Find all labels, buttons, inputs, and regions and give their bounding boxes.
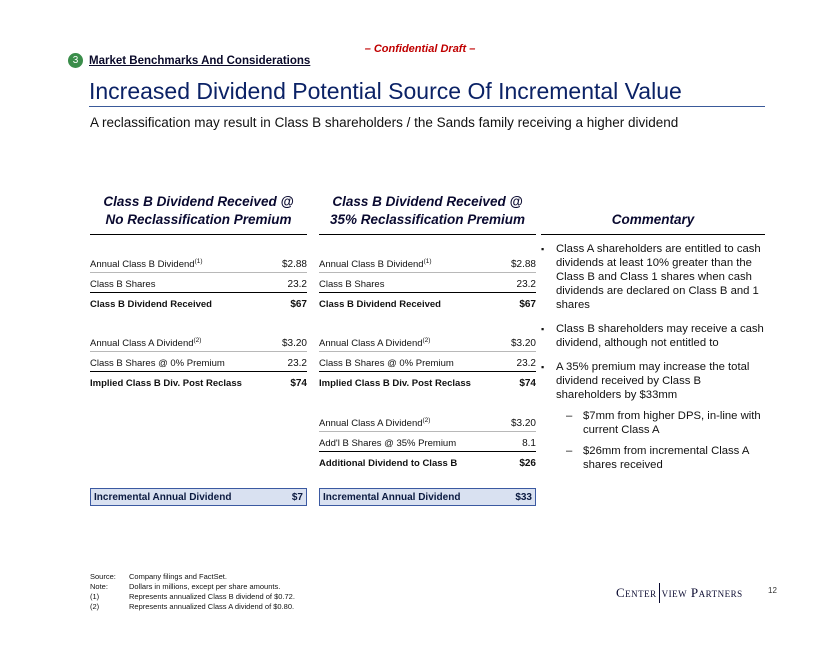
table-row bbox=[319, 409, 536, 429]
footnote-ref: (1) bbox=[423, 257, 432, 265]
row-value: $74 bbox=[290, 378, 307, 389]
row-label-text: Annual Class A Dividend bbox=[319, 338, 423, 349]
row-value: $26 bbox=[519, 458, 536, 469]
footnote-ref: (2) bbox=[193, 336, 202, 344]
row-label: Implied Class B Div. Post Reclass bbox=[319, 378, 471, 389]
footnote-ref: (2) bbox=[422, 336, 431, 344]
row-label: Add'l B Shares @ 35% Premium bbox=[319, 438, 457, 449]
table-row bbox=[319, 290, 536, 310]
col1-header-line1: Class B Dividend Received @ bbox=[103, 194, 294, 209]
row-label: Class B Shares @ 0% Premium bbox=[319, 358, 454, 369]
footnote bbox=[90, 572, 295, 582]
table-row bbox=[319, 369, 536, 389]
page-title: Increased Dividend Potential Source Of Incremental Value bbox=[89, 78, 682, 104]
commentary-header bbox=[541, 211, 765, 229]
row-label: Class B Shares bbox=[319, 279, 385, 290]
section-header bbox=[68, 53, 310, 68]
footnote-key: (2) bbox=[90, 602, 100, 611]
title-divider bbox=[89, 106, 765, 107]
incremental-dividend-box bbox=[90, 488, 307, 506]
table-row bbox=[90, 250, 307, 270]
commentary-bullet: ▪ Class B shareholders may receive a cash dividend, although not entitled to bbox=[541, 322, 765, 350]
table-row bbox=[319, 270, 536, 290]
row-value: 8.1 bbox=[522, 438, 536, 449]
footnote-ref: (2) bbox=[422, 416, 431, 424]
row-label bbox=[319, 417, 430, 429]
table-row bbox=[90, 329, 307, 349]
table-row bbox=[90, 290, 307, 310]
incremental-dividend-box bbox=[319, 488, 536, 506]
page-subtitle: A reclassification may result in Class B shareholders / the Sands family receiving a higher dividend bbox=[90, 115, 679, 130]
col1-header-line2: No Reclassification Premium bbox=[105, 212, 292, 227]
row-value: $67 bbox=[290, 299, 307, 310]
row-value: 23.2 bbox=[287, 279, 307, 290]
row-value: 23.2 bbox=[516, 358, 536, 369]
row-value: $3.20 bbox=[510, 418, 536, 429]
incremental-value: $7 bbox=[291, 491, 303, 503]
row-value: 23.2 bbox=[287, 358, 307, 369]
col1-header-underline bbox=[90, 234, 307, 235]
commentary-header-text: Commentary bbox=[611, 212, 695, 227]
page-number: 12 bbox=[768, 586, 777, 595]
row-label: Implied Class B Div. Post Reclass bbox=[90, 378, 242, 389]
brand-part1: Center bbox=[616, 585, 657, 600]
row-value: 23.2 bbox=[516, 279, 536, 290]
col2-header-line2: 35% Reclassification Premium bbox=[329, 212, 526, 227]
row-label-text: Annual Class A Dividend bbox=[319, 418, 423, 429]
row-value: $3.20 bbox=[510, 338, 536, 349]
table-row bbox=[319, 429, 536, 449]
table-row bbox=[90, 369, 307, 389]
commentary-bullet: ▪ A 35% premium may increase the total dividend received by Class B shareholders by $33mm bbox=[541, 360, 765, 402]
footnote-key: Source: bbox=[90, 572, 116, 581]
row-label bbox=[90, 258, 203, 270]
row-label: Class B Shares @ 0% Premium bbox=[90, 358, 225, 369]
commentary-sub-bullet: – $7mm from higher DPS, in-line with current Class A bbox=[541, 409, 765, 437]
table-row bbox=[319, 349, 536, 369]
row-value: $74 bbox=[519, 378, 536, 389]
footnote-text: Represents annualized Class B dividend of $0.72. bbox=[129, 592, 295, 601]
commentary-sub-bullet: – $26mm from incremental Class A shares received bbox=[541, 444, 765, 472]
brand-divider bbox=[659, 583, 660, 603]
commentary-bullet: ▪ Class A shareholders are entitled to cash dividends at least 10% greater than the Class B and Class 1 shares when cash dividends are declared on Class B and 1 shares bbox=[541, 242, 765, 312]
col2-header-underline bbox=[319, 234, 536, 235]
footnote bbox=[90, 602, 295, 612]
table-row bbox=[319, 329, 536, 349]
footnote bbox=[90, 582, 295, 592]
col1-header bbox=[90, 193, 307, 229]
confidential-label: – Confidential Draft – bbox=[364, 43, 476, 55]
row-label: Class B Dividend Received bbox=[319, 299, 441, 310]
row-label-text: Annual Class B Dividend bbox=[90, 259, 195, 270]
row-label: Additional Dividend to Class B bbox=[319, 458, 458, 469]
col2-header-line1: Class B Dividend Received @ bbox=[332, 194, 523, 209]
commentary-header-underline bbox=[541, 234, 765, 235]
footnote-text: Dollars in millions, except per share amounts. bbox=[129, 582, 281, 591]
row-label bbox=[90, 337, 201, 349]
row-label-text: Annual Class B Dividend bbox=[319, 259, 424, 270]
footnotes bbox=[90, 572, 295, 612]
row-label-text: Annual Class A Dividend bbox=[90, 338, 194, 349]
row-value: $2.88 bbox=[281, 259, 307, 270]
row-label bbox=[319, 258, 432, 270]
footnote-key: Note: bbox=[90, 582, 108, 591]
incremental-label: Incremental Annual Dividend bbox=[323, 491, 461, 503]
footnote-ref: (1) bbox=[194, 257, 203, 265]
brand-part2: view Partners bbox=[661, 585, 743, 600]
row-value: $3.20 bbox=[281, 338, 307, 349]
footnote-text: Company filings and FactSet. bbox=[129, 572, 227, 581]
incremental-label: Incremental Annual Dividend bbox=[94, 491, 232, 503]
commentary-list bbox=[541, 242, 765, 479]
row-value: $2.88 bbox=[510, 259, 536, 270]
incremental-value: $33 bbox=[515, 491, 532, 503]
brand-logo bbox=[616, 583, 743, 603]
table-row bbox=[90, 270, 307, 290]
row-label bbox=[319, 337, 430, 349]
col2-header bbox=[319, 193, 536, 229]
row-value: $67 bbox=[519, 299, 536, 310]
footnote-text: Represents annualized Class A dividend of $0.80. bbox=[129, 602, 295, 611]
table-row bbox=[90, 349, 307, 369]
footnote-key: (1) bbox=[90, 592, 100, 601]
table-row bbox=[319, 449, 536, 469]
section-number-badge: 3 bbox=[68, 53, 83, 68]
row-label: Class B Shares bbox=[90, 279, 156, 290]
row-label: Class B Dividend Received bbox=[90, 299, 212, 310]
footnote bbox=[90, 592, 295, 602]
table-row bbox=[319, 250, 536, 270]
section-label: Market Benchmarks And Considerations bbox=[89, 54, 311, 67]
